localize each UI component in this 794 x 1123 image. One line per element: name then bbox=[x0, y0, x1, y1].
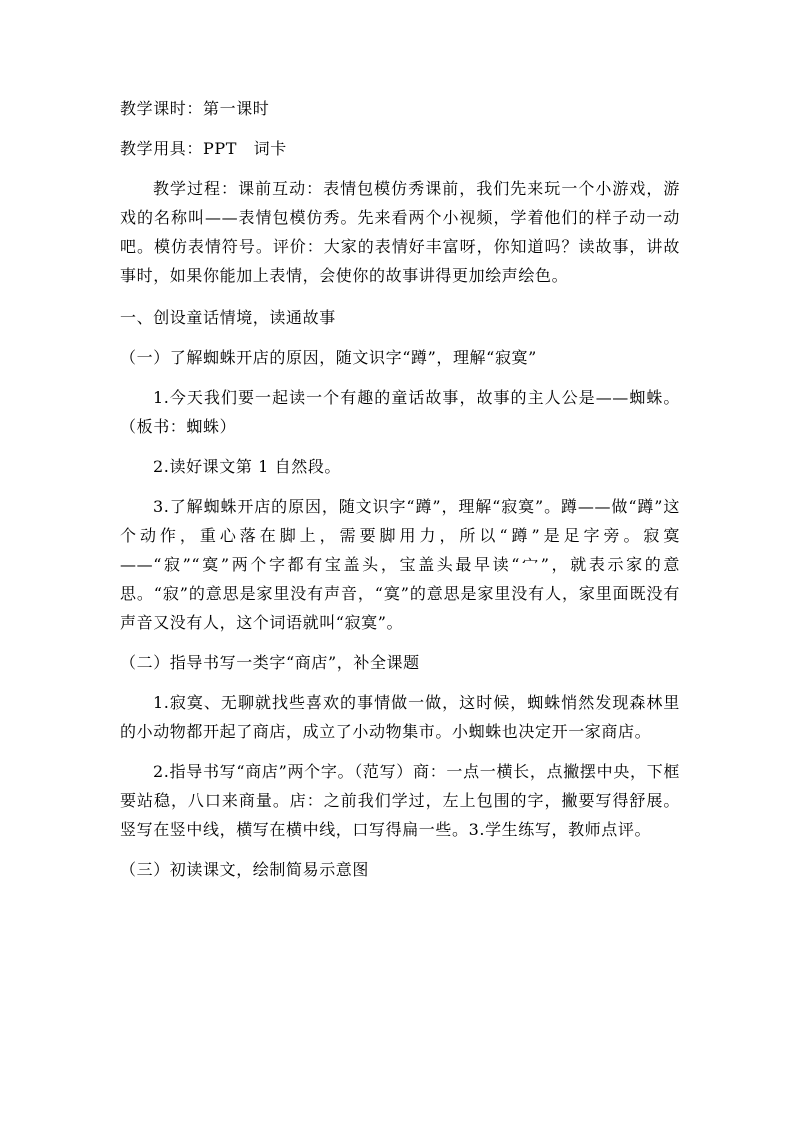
document-body bbox=[120, 94, 680, 884]
paragraph-2-2: 2.指导书写“商店”两个字。（范写）商：一点一横长，点撇摆中央，下框要站稳，八口来商量。店：之前我们学过，左上包围的字，撇要写得舒展。竖写在竖中线，横写在横中线，口写得扁一些。3.学生练写，教师点评。 bbox=[120, 762, 680, 839]
section-heading-one: 一、创设童话情境，读通故事 bbox=[120, 308, 336, 327]
teaching-tools-line: 教学用具：PPT 词卡 bbox=[120, 139, 287, 158]
teaching-process-paragraph: 教学过程：课前互动：表情包模仿秀课前，我们先来玩一个小游戏，游戏的名称叫——表情包模仿秀。先来看两个小视频，学着他们的样子动一动吧。模仿表情符号。评价：大家的表情好丰富呀，你知道吗？读故事，讲故事时，如果你能加上表情，会使你的故事讲得更加绘声绘色。 bbox=[120, 179, 680, 285]
paragraph-1-2: 2.读好课文第 1 自然段。 bbox=[153, 457, 342, 476]
paragraph-2-1: 1.寂寞、无聊就找些喜欢的事情做一做，这时候，蜘蛛悄然发现森林里的小动物都开起了商店，成立了小动物集市。小蜘蛛也决定开一家商店。 bbox=[120, 693, 680, 741]
subsection-heading-one: （一）了解蜘蛛开店的原因，随文识字“蹲”，理解“寂寞” bbox=[120, 348, 537, 367]
class-period-line: 教学课时：第一课时 bbox=[120, 99, 270, 118]
paragraph-1-3: 3.了解蜘蛛开店的原因，随文识字“蹲”，理解“寂寞”。蹲——做“蹲”这个动作，重心落在脚上，需要脚用力，所以“蹲”是足字旁。寂寞——“寂”“寞”两个字都有宝盖头，宝盖头最早读“宀”，就表示家的意思。“寂”的意思是家里没有声音，“寞”的意思是家里没有人，家里面既没有声音又没有人，这个词语就叫“寂寞”。 bbox=[120, 497, 680, 632]
paragraph-1-1: 1.今天我们要一起读一个有趣的童话故事，故事的主人公是——蜘蛛。（板书：蜘蛛） bbox=[120, 388, 680, 436]
subsection-heading-two: （二）指导书写一类字“商店”，补全课题 bbox=[120, 653, 420, 672]
subsection-heading-three: （三）初读课文，绘制简易示意图 bbox=[120, 860, 370, 879]
